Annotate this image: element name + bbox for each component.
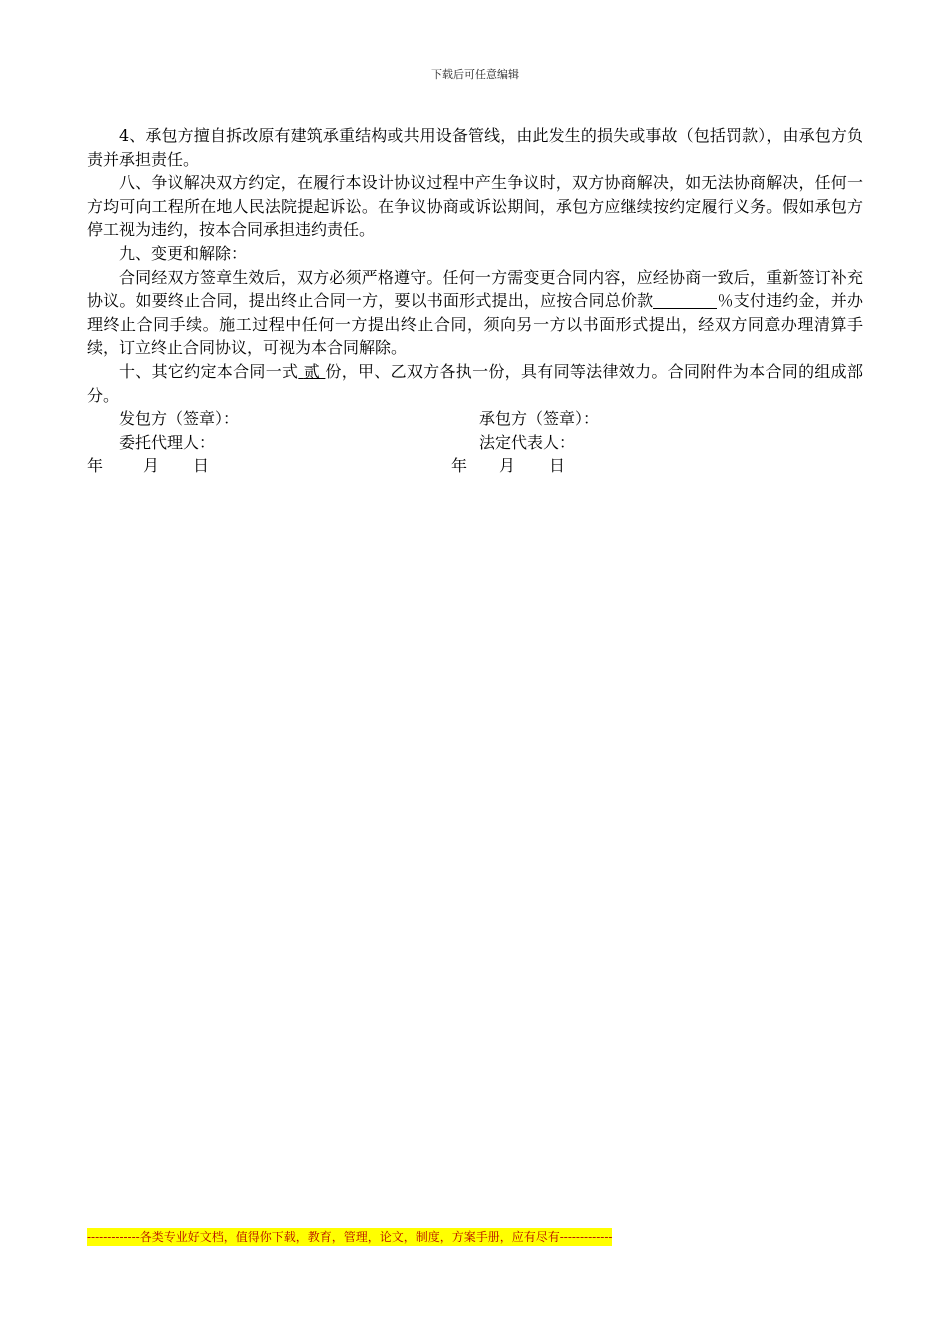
party-a-day: 日: [193, 456, 210, 476]
clause-9-text-after: ％支付违约金，并办理终止合同手续。施工过程中任何一方提出终止合同，须向另一方以书面形式提出，经双方同意办理清算手续，订立终止合同协议，可视为本合同解除。: [87, 291, 863, 358]
legal-rep-label: 法定代表人：: [479, 432, 576, 452]
party-b-day: 日: [549, 456, 566, 476]
date-row: [87, 454, 863, 478]
copy-count: [298, 362, 325, 381]
clause-10-paragraph: [87, 360, 863, 407]
clause-9-paragraph: [87, 266, 863, 360]
promo-footer: -------------各类专业好文档，值得你下载，教育，管理，论文，制度，方案手册，应有尽有-------------: [87, 1230, 613, 1244]
party-b-month: 月: [499, 456, 516, 476]
signature-row-2: [87, 431, 863, 455]
clause-10-text-before: 十、其它约定本合同一式: [119, 361, 299, 381]
party-b-signature-label: 承包方（签章）：: [479, 409, 600, 429]
agent-label: 委托代理人：: [119, 432, 216, 452]
party-a-year: 年: [87, 456, 104, 476]
clause-8-dispute-paragraph: 八、争议解决双方约定，在履行本设计协议过程中产生争议时，双方协商解决，如无法协商解决，任何一方均可向工程所在地人民法院提起诉讼。在争议协商或诉讼期间，承包方应继续按约定履行义务。假如承包方停工视为违约，按本合同承担违约责任。: [87, 173, 863, 240]
clause-9-heading: 九、变更和解除：: [119, 243, 248, 263]
penalty-percent-blank: [653, 291, 717, 309]
contract-body: [87, 124, 863, 478]
signature-row-1: [87, 407, 863, 431]
party-b-year: 年: [451, 456, 468, 476]
party-a-signature-label: 发包方（签章）：: [119, 409, 240, 429]
clause-9-text-before: 合同经双方签章生效后，双方必须严格遵守。任何一方需变更合同内容，应经协商一致后，重新签订补充协议。如要终止合同，提出终止合同一方，要以书面形式提出，应按合同总价款: [87, 267, 863, 311]
clause-10-text-after: 份，甲、乙双方各执一份，具有同等法律效力。合同附件为本合同的组成部分。: [87, 361, 863, 405]
clause-4-paragraph: 4、承包方擅自拆改原有建筑承重结构或共用设备管线，由此发生的损失或事故（包括罚款），由承包方负责并承担责任。: [87, 126, 863, 169]
copy-count-value: 贰: [303, 361, 320, 381]
page-header: 下载后可任意编辑: [431, 68, 519, 81]
party-a-month: 月: [143, 456, 160, 476]
